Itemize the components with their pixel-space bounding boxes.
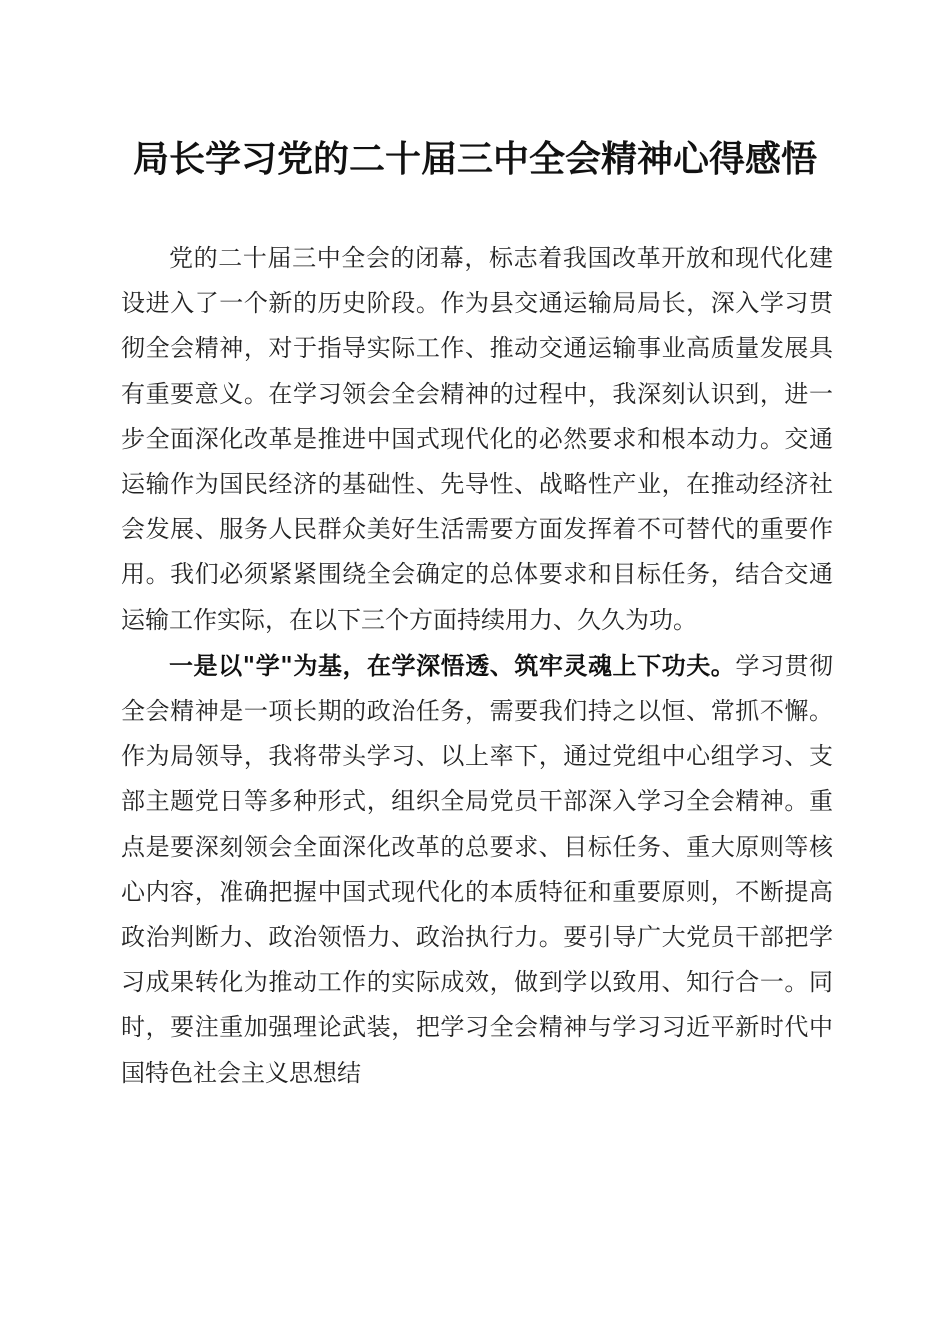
paragraph-point-one-text: 学习贯彻全会精神是一项长期的政治任务，需要我们持之以恒、常抓不懈。作为局领导，我将带头学习、以上率下，通过党组中心组学习、支部主题党日等多种形式，组织全局党员干部深入学习全会精神。重点是要深刻领会全面深化改革的总要求、目标任务、重大原则等核心内容，准确把握中国式现代化的本质特征和重要原则，不断提高政治判断力、政治领悟力、政治执行力。要引导广大党员干部把学习成果转化为推动工作的实际成效，做到学以致用、知行合一。同时，要注重加强理论武装，把学习全会精神与学习习近平新时代中国特色社会主义思想结 [121,651,833,1087]
paragraph-intro [121,236,833,643]
paragraph-point-one-lead: 一是以"学"为基，在学深悟透、筑牢灵魂上下功夫。 [169,650,736,680]
paragraph-intro-text: 党的二十届三中全会的闭幕，标志着我国改革开放和现代化建设进入了一个新的历史阶段。作为县交通运输局局长，深入学习贯彻全会精神，对于指导实际工作、推动交通运输事业高质量发展具有重要意义。在学习领会全会精神的过程中，我深刻认识到，进一步全面深化改革是推进中国式现代化的必然要求和根本动力。交通运输作为国民经济的基础性、先导性、战略性产业，在推动经济社会发展、服务人民群众美好生活需要方面发挥着不可替代的重要作用。我们必须紧紧围绕全会确定的总体要求和目标任务，结合交通运输工作实际，在以下三个方面持续用力、久久为功。 [121,244,833,634]
paragraph-point-one [121,643,833,1096]
document-title: 局长学习党的二十届三中全会精神心得感悟 [132,138,817,180]
document-body [121,236,833,1096]
